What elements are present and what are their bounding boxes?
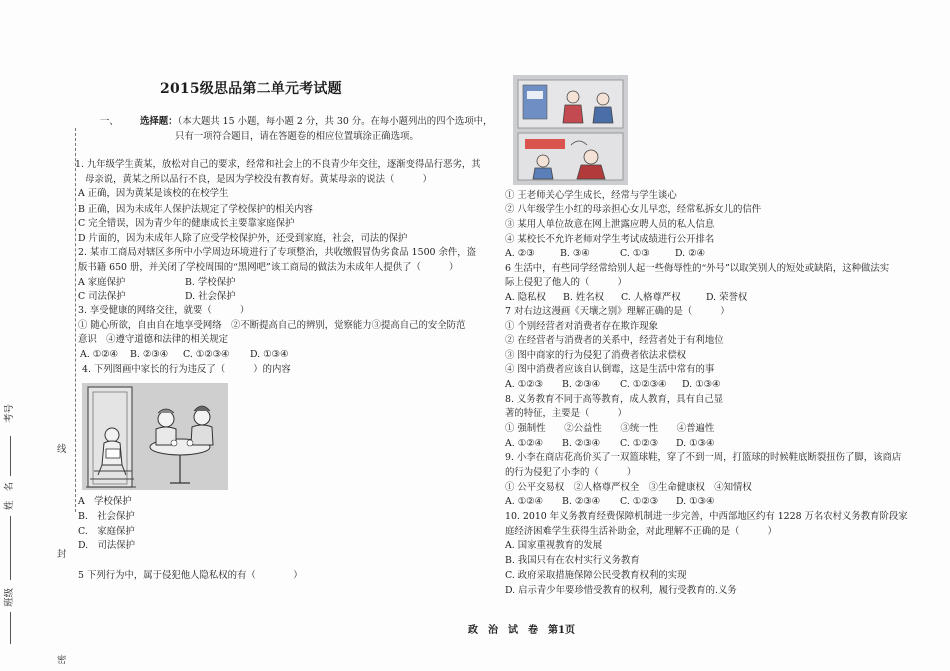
section-text: （本大题共 15 小题，每小题 2 分，共 30 分。在每小题列出的四个选项中， (177, 116, 493, 127)
q6-stem-line-1: 6 生活中，有些同学经常给别人起一些侮辱性的“外号”以取笑别人的短处或缺陷，这种做法实 (505, 263, 890, 274)
q9-items: ① 公平交易权 ②人格尊严权全 ③生命健康权 ④知情权 (505, 482, 752, 493)
q8-option-a: A. ①②④ (505, 438, 543, 449)
q10-stem-line-2: 庭经济困难学生获得生活补助金，对此理解不正确的是（ ） (505, 526, 777, 537)
q5-item-3: ③ 某用人单位故意在网上泄露应聘人员的私人信息 (505, 219, 715, 230)
q2-option-b: B. 学校保护 (185, 277, 236, 288)
q9-stem-line-1: 9. 小李在商店花高价买了一双篮球鞋，穿了不到一周，打篮球的时候鞋底断裂扭伤了脚，该商店 (505, 452, 902, 463)
q5-option-d: D. ②④ (675, 248, 705, 259)
q6-option-c: C. 人格尊严权 (621, 292, 681, 303)
q1-option-b: B 正确，因为未成年人保护法规定了学校保护的相关内容 (78, 204, 313, 215)
q1-option-a: A 正确，因为黄某是该校的在校学生 (78, 188, 229, 199)
q9-stem-line-2: 的行为侵犯了小李的（ ） (505, 467, 637, 478)
q9-option-c: C. ①②③ (620, 496, 659, 507)
q8-option-c: C. ①②③ (620, 438, 659, 449)
exam-title: 2015级思品第二单元考试题 (160, 81, 342, 97)
q8-stem-line-2: 著的特征，主要是（ ） (505, 408, 627, 419)
section-number: 一、 (100, 116, 119, 127)
q4-option-a: A 学校保护 (78, 496, 132, 507)
q2-option-a: A 家庭保护 (78, 277, 126, 288)
cartoon-illustration-parents (82, 383, 228, 490)
q7-item-2: ② 在经营者与消费者的关系中，经营者处于有利地位 (505, 335, 724, 346)
class-label: 班级 (4, 588, 15, 607)
seal-mark-seal: 封 (57, 549, 67, 560)
seal-mark-secret: 密 (57, 655, 67, 666)
q1-option-d: D 片面的，因为未成年人除了应受学校保护外，还受到家庭，社会，司法的保护 (78, 233, 408, 244)
q5-option-b: B. ③④ (560, 248, 590, 259)
q10-option-b: B. 我国只有在农村实行义务教育 (505, 555, 640, 566)
q2-stem-line-1: 2. 某市工商局对辖区多所中小学周边环境进行了专项整治，共收缴假冒伪劣食品 1500 余件，盗 (78, 247, 476, 258)
q7-option-a: A. ①②③ (505, 379, 543, 390)
q5-stem: 5 下列行为中，属于侵犯他人隐私权的有（ ） (78, 570, 303, 581)
cartoon-illustration-comic (513, 75, 628, 185)
q8-option-d: D. ①③④ (676, 438, 715, 449)
q8-items: ① 强制性 ②公益性 ③统一性 ④普遍性 (505, 423, 715, 434)
q2-option-d: D. 社会保护 (185, 291, 236, 302)
q7-item-1: ① 个别经营者对消费者存在欺诈现象 (505, 321, 658, 332)
q2-option-c: C 司法保护 (78, 291, 126, 302)
q7-stem: 7 对右边这漫画《天壤之别》理解正确的是（ ） (505, 306, 730, 317)
name-blank-line (10, 436, 11, 476)
q8-stem-line-1: 8. 义务教育不同于高等教育，成人教育，具有自己显 (505, 394, 724, 405)
q10-option-a: A. 国家重视教育的发展 (505, 540, 603, 551)
seal-dashed-line (75, 128, 76, 512)
q10-stem-line-1: 10. 2010 年义务教育经费保障机制进一步完善，中西部地区约有 1228 万名农村义务教育阶段家 (505, 511, 908, 522)
name-label: 姓 名 (4, 482, 15, 511)
q7-item-4: ④ 图中消费者应该自认倒霉，这是生活中常有的事 (505, 364, 715, 375)
q5-item-2: ② 八年级学生小红的母亲担心女儿早恋，经常私拆女儿的信件 (505, 204, 762, 215)
section-instruction-line-2: 只有一项符合题目，请在答题卷的相应位置填涂正确选项。 (175, 131, 419, 142)
q1-option-c: C 完全错误，因为青少年的健康成长主要靠家庭保护 (78, 218, 295, 229)
seal-mark-line: 线 (57, 444, 67, 455)
q3-option-c: C. ①②③④ (183, 349, 230, 360)
q3-option-a: A. ①②④ (80, 349, 118, 360)
q3-items-line-1: ① 随心所欲，自由自在地享受网络 ②不断提高自己的辨别，觉察能力③提高自己的安全防范 (78, 320, 466, 331)
section-label: 选择题： (140, 116, 178, 127)
section-instruction-line-1 (140, 116, 492, 128)
q4-stem: 4. 下列图画中家长的行为违反了（ ）的内容 (82, 364, 291, 375)
q3-option-d: D. ①③④ (250, 349, 289, 360)
q3-option-b: B. ②③④ (130, 349, 169, 360)
q4-option-d: D. 司法保护 (78, 540, 136, 551)
q4-option-c: C. 家庭保护 (78, 526, 135, 537)
q10-option-d: D. 启示青少年要珍惜受教育的权利，履行受教育的.义务 (505, 585, 737, 596)
q6-option-b: B. 姓名权 (563, 292, 604, 303)
q7-option-c: C. ①②③④ (620, 379, 667, 390)
q4-option-b: B. 社会保护 (78, 511, 135, 522)
q1-stem-line-1: 1. 九年级学生黄某，放松对自己的要求，经常和社会上的不良青少年交往，逐渐变得品行恶劣，其 (75, 159, 481, 170)
q5-item-4: ④ 某校长不允许老师对学生考试成绩进行公开排名 (505, 234, 715, 245)
q5-option-c: C. ①③ (620, 248, 650, 259)
q2-stem-line-2: 版书籍 650 册，并关闭了学校周围的“黑网吧”该工商局的做法为未成年人提供了（ ） (78, 262, 459, 273)
q6-option-a: A. 隐私权 (505, 292, 546, 303)
q3-stem: 3. 享受健康的网络交往，就要（ ） (78, 305, 250, 316)
exam-number-label: 考号 (4, 404, 15, 423)
q1-stem-line-2: 母亲说，黄某之所以品行不良，是因为学校没有教育好。黄某母亲的说法（ ） (85, 174, 432, 185)
q7-option-d: D. ①③④ (682, 379, 721, 390)
q9-option-d: D. ①③④ (676, 496, 715, 507)
q7-option-b: B. ②③④ (562, 379, 601, 390)
q6-stem-line-2: 际上侵犯了他人的（ ） (505, 277, 627, 288)
class-blank-line (10, 516, 11, 580)
page-footer: 政 治 试 卷 第1页 (468, 625, 575, 636)
q6-option-d: D. 荣誉权 (706, 292, 748, 303)
q9-option-b: B. ②③④ (562, 496, 601, 507)
q9-option-a: A. ①②④ (505, 496, 543, 507)
q10-option-c: C. 政府采取措施保障公民受教育权利的实现 (505, 570, 687, 581)
q5-option-a: A. ②③ (505, 248, 535, 259)
q7-item-3: ③ 图中商家的行为侵犯了消费者依法求偿权 (505, 350, 687, 361)
q8-option-b: B. ②③④ (562, 438, 601, 449)
class-tail-line (10, 612, 11, 644)
q5-item-1: ① 王老师关心学生成长，经常与学生谈心 (505, 190, 677, 201)
q3-items-line-2: 意识 ④遵守道德和法律的相关规定 (78, 334, 229, 345)
